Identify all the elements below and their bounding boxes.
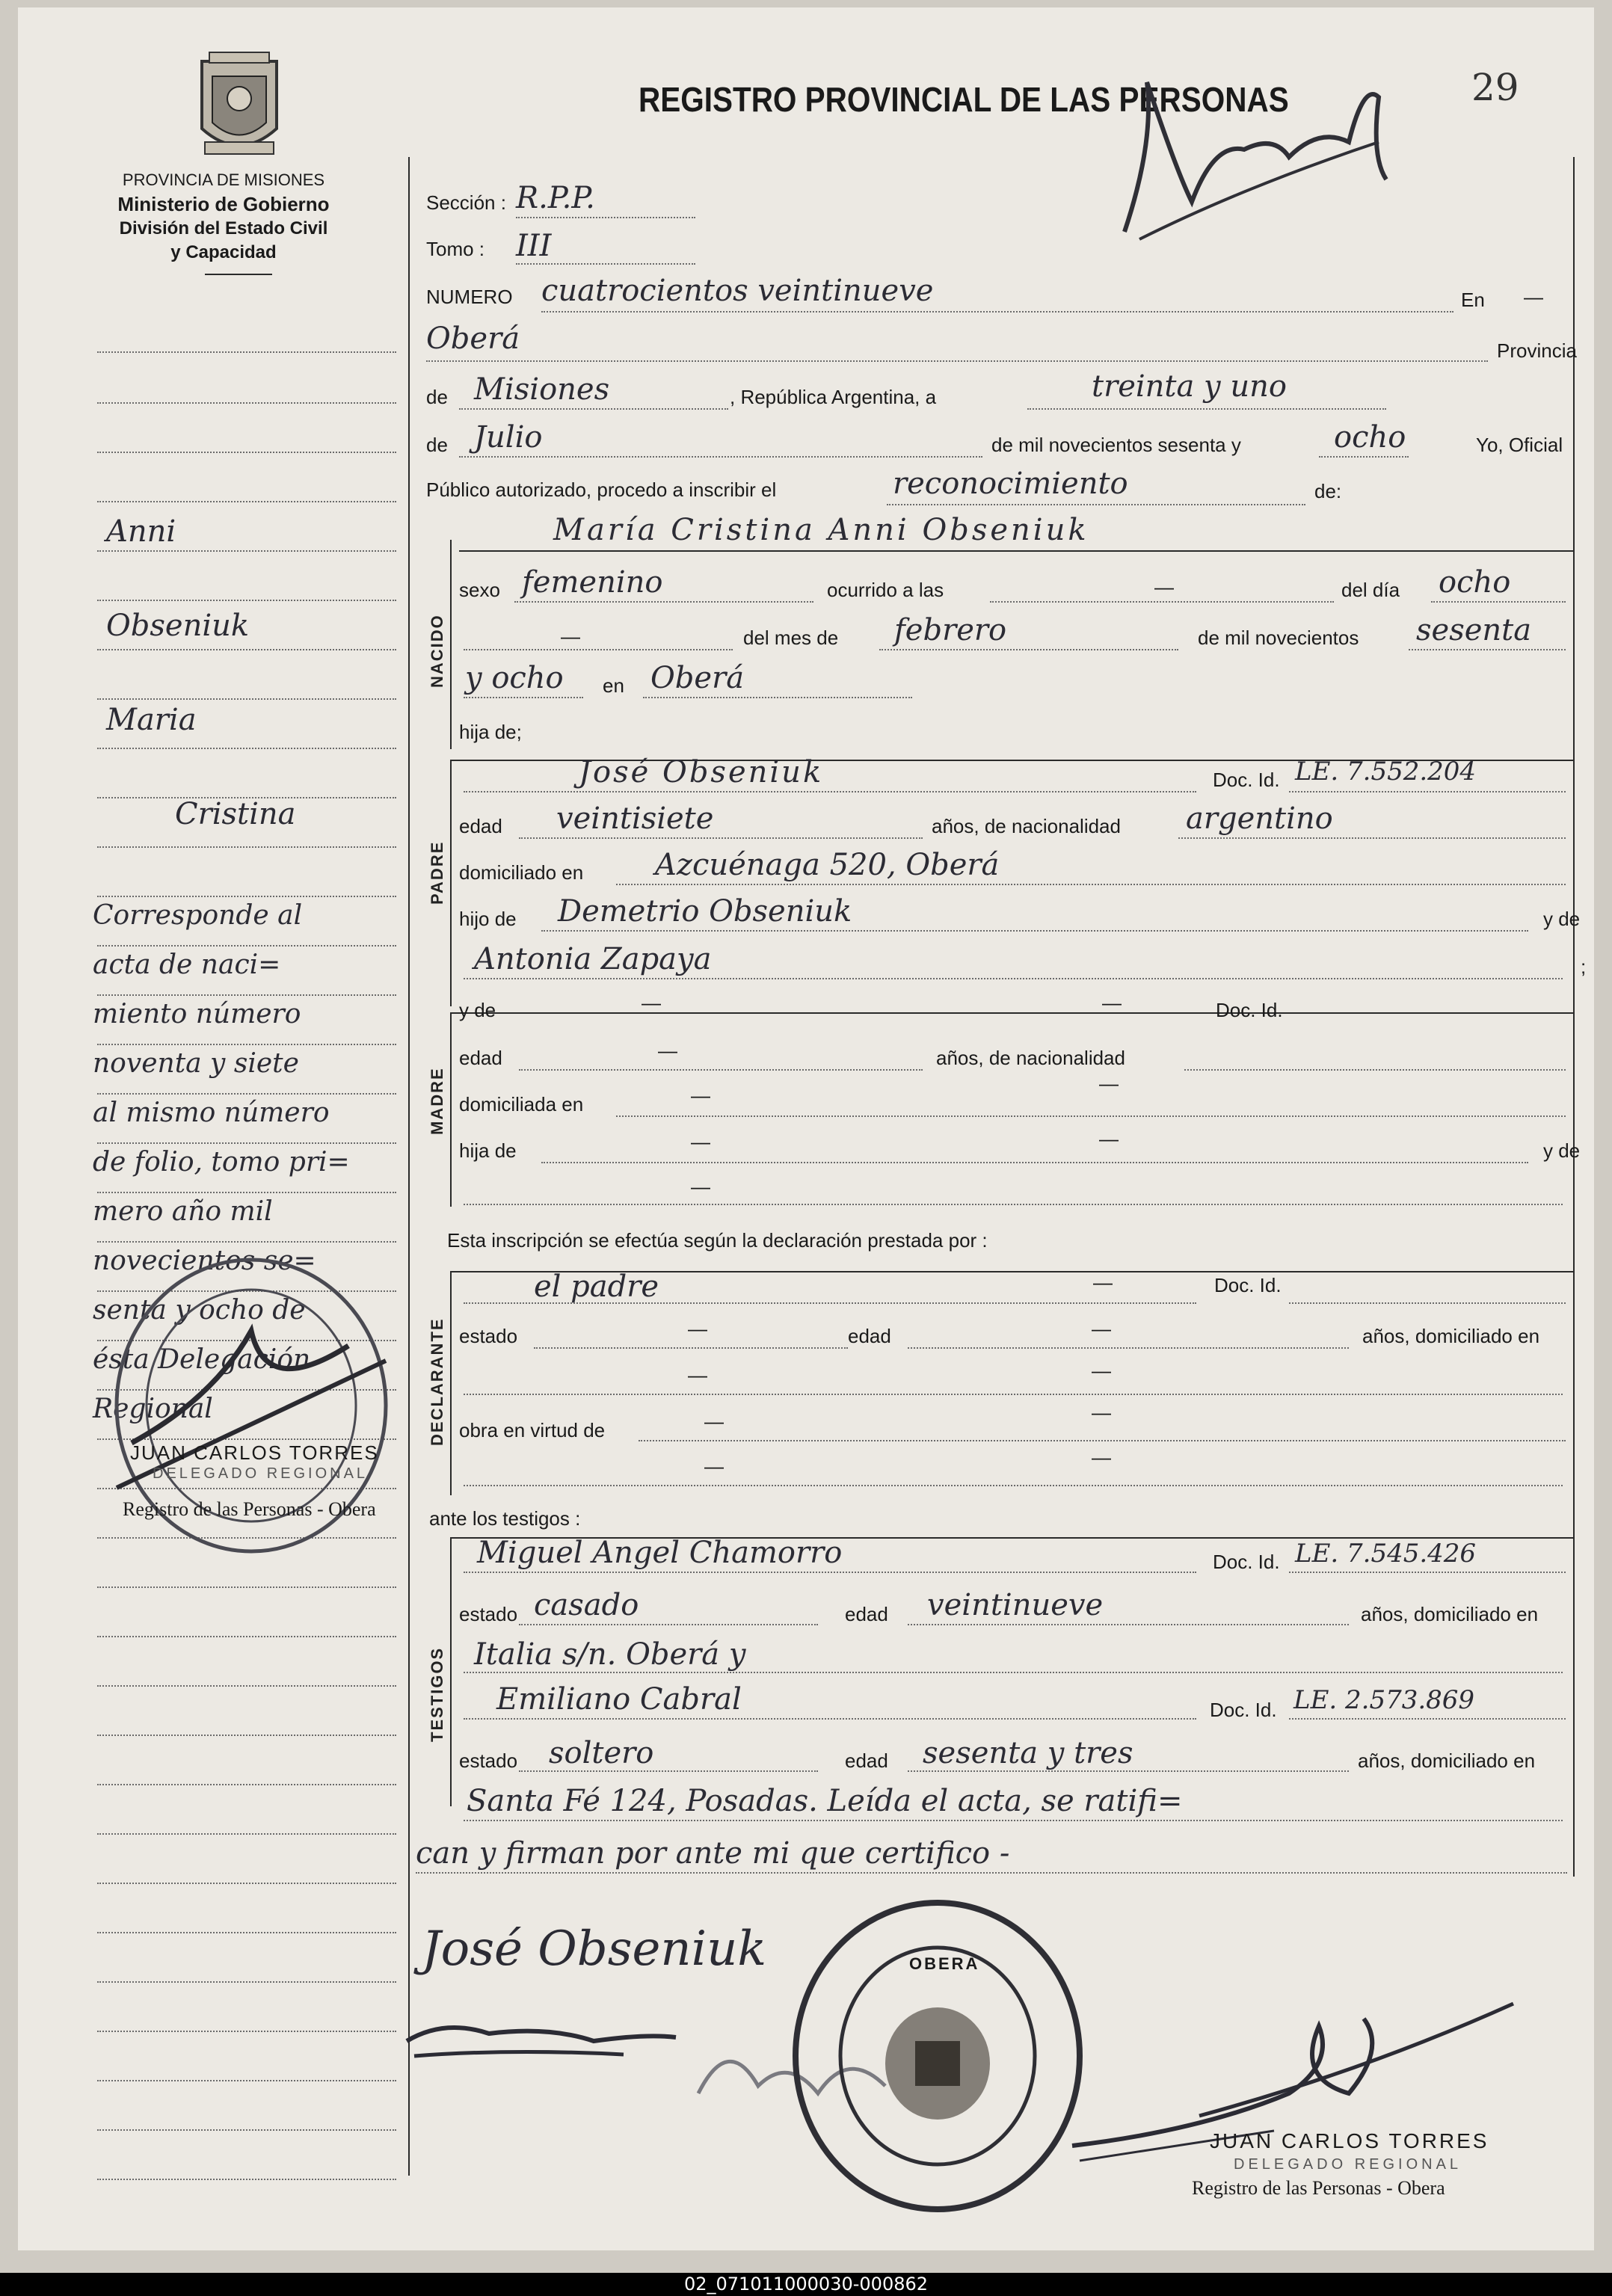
margin-annotation-line-3: miento número [93, 999, 301, 1029]
top-signature-scribble [1095, 52, 1409, 277]
signature-jose: José Obseniuk [422, 1921, 767, 1977]
section-nacido: NACIDO [428, 614, 446, 688]
day-rule [1027, 408, 1386, 410]
day-value: treinta y uno [1092, 369, 1287, 404]
declarante-anios-label: años, domiciliado en [1362, 1325, 1540, 1347]
declarante-dash-4: — [688, 1364, 707, 1386]
testigo1-estado-label: estado [459, 1603, 518, 1625]
margin-name-3: Maria [106, 703, 197, 737]
numero-label: NUMERO [426, 286, 513, 308]
republica-label: , República Argentina, a [730, 386, 937, 408]
testigo2-dom-rule [464, 1820, 1563, 1821]
abuela-value: Antonia Zapaya [474, 942, 712, 976]
declarante-dash-3: — [1092, 1317, 1111, 1340]
main-left-border [408, 157, 410, 2176]
section-testigos: TESTIGOS [428, 1646, 446, 1742]
margin-annotation-line-9: senta y ocho de [93, 1295, 306, 1326]
ocurrido-label: ocurrido a las [827, 579, 944, 601]
coat-of-arms-seal [187, 46, 292, 166]
declarante-dash-8: — [704, 1455, 724, 1477]
margin-annotation-line-5: al mismo número [93, 1098, 330, 1128]
padre-edad-value: veintisiete [556, 801, 714, 836]
declarante-dash-5: — [1092, 1359, 1111, 1382]
hijo-de-label: hijo de [459, 908, 517, 930]
testigo2-edad-value: sesenta y tres [923, 1736, 1133, 1770]
mes-value: Julio [474, 420, 543, 455]
institution-line-1: PROVINCIA DE MISIONES [122, 170, 325, 189]
padre-nombre-rule [464, 791, 1196, 792]
testigo1-anios-label: años, domiciliado en [1361, 1603, 1539, 1625]
stamp-center-text: OBERA [909, 1954, 980, 1973]
institution-line-4: y Capacidad [170, 242, 277, 262]
margin-annotation-line-10: ésta Delegación [93, 1344, 311, 1375]
year-suffix-value: ocho [1334, 420, 1406, 455]
institution-divider [205, 274, 272, 275]
page-title: REGISTRO PROVINCIAL DE LAS PERSONAS [639, 80, 1289, 119]
padre-edad-rule [519, 837, 923, 839]
declarante-edad-rule [908, 1347, 1349, 1349]
testigo1-doc-label: Doc. Id. [1213, 1551, 1280, 1573]
acto-value: reconocimiento [893, 467, 1128, 501]
lugar-rule [643, 697, 912, 698]
declarante-dom-rule [464, 1394, 1563, 1395]
mes-rule [459, 456, 982, 458]
margin-annotation-line-4: noventa y siete [93, 1048, 299, 1079]
testigo2-edad-label: edad [845, 1749, 888, 1772]
margin-stamp-office: Registro de las Personas - Obera [123, 1498, 376, 1520]
hora-rule [990, 601, 1334, 603]
dia-value: ocho [1439, 565, 1511, 600]
de-colon-label: de: [1314, 480, 1342, 502]
oficial-label: Yo, Oficial [1476, 434, 1563, 456]
madre-dash-3: — [658, 1039, 677, 1062]
closing-rule [416, 1872, 1567, 1874]
year-rule [1319, 456, 1409, 458]
madre-nac-label: años, de nacionalidad [936, 1047, 1125, 1069]
document-page [18, 7, 1594, 2250]
madre-dash-8: — [691, 1175, 710, 1198]
obra-label: obra en virtud de [459, 1419, 606, 1441]
nacido-dash: — [561, 625, 580, 647]
testigo2-domicilio: Santa Fé 124, Posadas. Leída el acta, se ratifi= [467, 1784, 1183, 1818]
declarante-doc-rule [1289, 1302, 1566, 1304]
del-dia-label: del día [1341, 579, 1400, 601]
padre-semicolon: ; [1581, 955, 1587, 978]
padre-doc-label: Doc. Id. [1213, 769, 1280, 791]
publico-label: Público autorizado, procedo a inscribir el [426, 478, 777, 501]
testigo2-anios-label: años, domiciliado en [1358, 1749, 1536, 1772]
mes-label: del mes de [743, 627, 839, 649]
place-value: Oberá [426, 321, 520, 356]
margin-name-4: Cristina [175, 797, 296, 831]
seccion-value: R.P.P. [516, 181, 595, 215]
margin-annotation-line-7: mero año mil [93, 1196, 273, 1227]
padre-nac-label: años, de nacionalidad [932, 815, 1121, 837]
abuelo-value: Demetrio Obseniuk [558, 894, 852, 929]
testigo1-doc-rule [1289, 1572, 1566, 1573]
declarante-nombre: el padre [534, 1269, 659, 1304]
testigos-bracket [450, 1537, 452, 1806]
anio2-value: y ocho [465, 661, 564, 695]
padre-nacionalidad: argentino [1186, 801, 1333, 836]
testigo2-doc-label: Doc. Id. [1210, 1699, 1277, 1721]
provincia-value: Misiones [474, 372, 610, 407]
tomo-value: III [516, 229, 552, 263]
testigos-intro: ante los testigos : [429, 1507, 581, 1530]
document-id: 02_071011000030-000862 [683, 2274, 929, 2295]
nacido-mes-value: febrero [894, 613, 1007, 647]
padre-domicilio: Azcuénaga 520, Oberá [655, 848, 1000, 882]
declarante-doc-label: Doc. Id. [1214, 1274, 1282, 1296]
section-madre: MADRE [428, 1067, 446, 1135]
official-office: Registro de las Personas - Obera [1192, 2177, 1445, 2199]
margin-stamp-name: JUAN CARLOS TORRES [130, 1441, 379, 1464]
anio-rule [1409, 649, 1566, 650]
provincia-label: Provincia [1497, 339, 1577, 362]
name-underline [459, 550, 1573, 552]
declarante-dash-2: — [688, 1317, 707, 1340]
declarante-estado-label: estado [459, 1325, 518, 1347]
footer-bar [0, 2273, 1612, 2296]
margin-annotation-line-11: Regional [93, 1394, 213, 1424]
margin-annotation-line-6: de folio, tomo pri= [93, 1147, 350, 1178]
mil-label: de mil novecientos sesenta y [991, 434, 1241, 456]
abuela-rule [464, 978, 1563, 979]
padre-nombre: José Obseniuk [579, 755, 824, 790]
madre-top-line [450, 1012, 1573, 1014]
signature-chamorro [399, 1996, 683, 2078]
madre-dash-7: — [1099, 1127, 1119, 1150]
hora-value: — [1154, 576, 1174, 598]
padre-doc-rule [1289, 791, 1566, 792]
tomo-rule [516, 263, 695, 265]
person-name: María Cristina Anni Obseniuk [553, 513, 1089, 547]
madre-bracket [450, 1012, 452, 1207]
seccion-rule [516, 217, 695, 218]
abuelo-rule [541, 930, 1528, 932]
dia-rule [1431, 601, 1566, 603]
nacido-dash-rule [464, 649, 733, 650]
madre-last-rule [464, 1204, 1563, 1205]
testigo2-nombre: Emiliano Cabral [496, 1682, 742, 1717]
declarante-last-rule [464, 1485, 1563, 1486]
madre-dash-2: — [1102, 991, 1122, 1014]
padre-dom-rule [616, 884, 1566, 885]
padre-doc-value: LE. 7.552.204 [1295, 757, 1477, 787]
declarante-dash-9: — [1092, 1446, 1111, 1468]
madre-dash-6: — [691, 1130, 710, 1153]
institution-line-3: División del Estado Civil [119, 218, 328, 238]
declarante-bracket [450, 1271, 452, 1495]
hija-label: hija de; [459, 721, 522, 743]
declarante-intro: Esta inscripción se efectúa según la declaración prestada por : [447, 1229, 988, 1252]
seccion-label: Sección : [426, 191, 506, 214]
official-role: DELEGADO REGIONAL [1234, 2156, 1462, 2173]
margin-annotation-line-8: novecientos se= [93, 1246, 316, 1276]
provincia-rule [459, 408, 728, 410]
place-rule [426, 360, 1488, 362]
testigo1-nombre-rule [464, 1572, 1196, 1573]
testigo1-nombre: Miguel Angel Chamorro [477, 1536, 843, 1570]
de-label: de [426, 386, 448, 408]
en-lugar-label: en [603, 674, 624, 697]
official-round-stamp [781, 1892, 1095, 2220]
padre-dom-label: domiciliado en [459, 861, 584, 884]
madre-yde-label: y de [459, 999, 496, 1021]
en-value: — [1524, 286, 1543, 308]
testigo2-estado-rule [519, 1770, 818, 1772]
madre-edad-label: edad [459, 1047, 502, 1069]
padre-edad-label: edad [459, 815, 502, 837]
madre-yde2-label: y de [1543, 1139, 1581, 1162]
testigo2-nombre-rule [464, 1718, 1196, 1720]
testigo1-edad-rule [908, 1624, 1349, 1625]
madre-nac-rule [1184, 1069, 1566, 1071]
madre-dom-label: domiciliada en [459, 1093, 584, 1115]
sexo-value: femenino [522, 565, 663, 600]
de-label-2: de [426, 434, 448, 456]
tomo-label: Tomo : [426, 238, 485, 260]
testigo1-dom-rule [464, 1672, 1563, 1673]
testigo1-doc-value: LE. 7.545.426 [1295, 1539, 1477, 1569]
section-declarante: DECLARANTE [428, 1317, 446, 1446]
padre-bracket [450, 760, 452, 1006]
madre-dom-rule [616, 1115, 1566, 1117]
margin-name-1: Anni [106, 514, 176, 549]
acto-rule [887, 504, 1305, 505]
margin-name-2: Obseniuk [106, 609, 250, 643]
testigo1-estado-value: casado [534, 1588, 639, 1622]
anio-label: de mil novecientos [1198, 627, 1359, 649]
madre-dash-4: — [691, 1084, 710, 1107]
section-padre: PADRE [428, 840, 446, 905]
numero-value: cuatrocientos veintinueve [541, 274, 934, 308]
official-name: JUAN CARLOS TORRES [1210, 2129, 1489, 2152]
madre-hija-rule [541, 1162, 1528, 1163]
declarante-edad-label: edad [848, 1325, 891, 1347]
madre-dash-1: — [642, 991, 661, 1014]
nacido-bracket [450, 540, 452, 749]
padre-yde-label: y de [1543, 908, 1581, 930]
obra-rule [639, 1440, 1566, 1441]
sexo-rule [514, 601, 813, 603]
sexo-label: sexo [459, 579, 500, 601]
declarante-estado-rule [534, 1347, 848, 1349]
closing-text: can y firman por ante mi que certifico - [416, 1836, 1010, 1871]
declarante-dash-7: — [1092, 1401, 1111, 1424]
testigo1-domicilio: Italia s/n. Oberá y [474, 1637, 746, 1672]
madre-dash-5: — [1099, 1072, 1119, 1095]
testigo2-edad-rule [908, 1770, 1349, 1772]
margin-stamp-role: DELEGADO REGIONAL [153, 1465, 369, 1482]
declarante-nombre-rule [464, 1302, 1196, 1304]
en-label: En [1461, 289, 1485, 311]
testigo1-edad-value: veintinueve [927, 1588, 1104, 1622]
testigo2-doc-rule [1289, 1718, 1566, 1720]
declarante-dash-6: — [704, 1410, 724, 1432]
madre-doc-label: Doc. Id. [1216, 999, 1283, 1021]
testigo1-estado-rule [519, 1624, 818, 1625]
madre-edad-rule [519, 1069, 923, 1071]
declarante-dash-1: — [1093, 1271, 1113, 1293]
testigo1-edad-label: edad [845, 1603, 888, 1625]
anio2-rule [464, 697, 583, 698]
anio-value: sesenta [1416, 613, 1532, 647]
padre-nac-rule [1178, 837, 1566, 839]
testigo2-estado-label: estado [459, 1749, 518, 1772]
numero-rule [541, 311, 1453, 313]
page-number: 29 [1471, 66, 1519, 109]
main-right-border [1573, 157, 1575, 1877]
testigo2-estado-value: soltero [549, 1736, 654, 1770]
testigo2-doc-value: LE. 2.573.869 [1293, 1685, 1475, 1715]
margin-annotation-line-2: acta de naci= [93, 950, 281, 980]
lugar-value: Oberá [650, 661, 745, 695]
nacido-mes-rule [879, 649, 1178, 650]
margin-annotation-line-1: Corresponde al [93, 900, 303, 931]
institution-line-2: Ministerio de Gobierno [117, 193, 330, 215]
madre-hija-label: hija de [459, 1139, 517, 1162]
